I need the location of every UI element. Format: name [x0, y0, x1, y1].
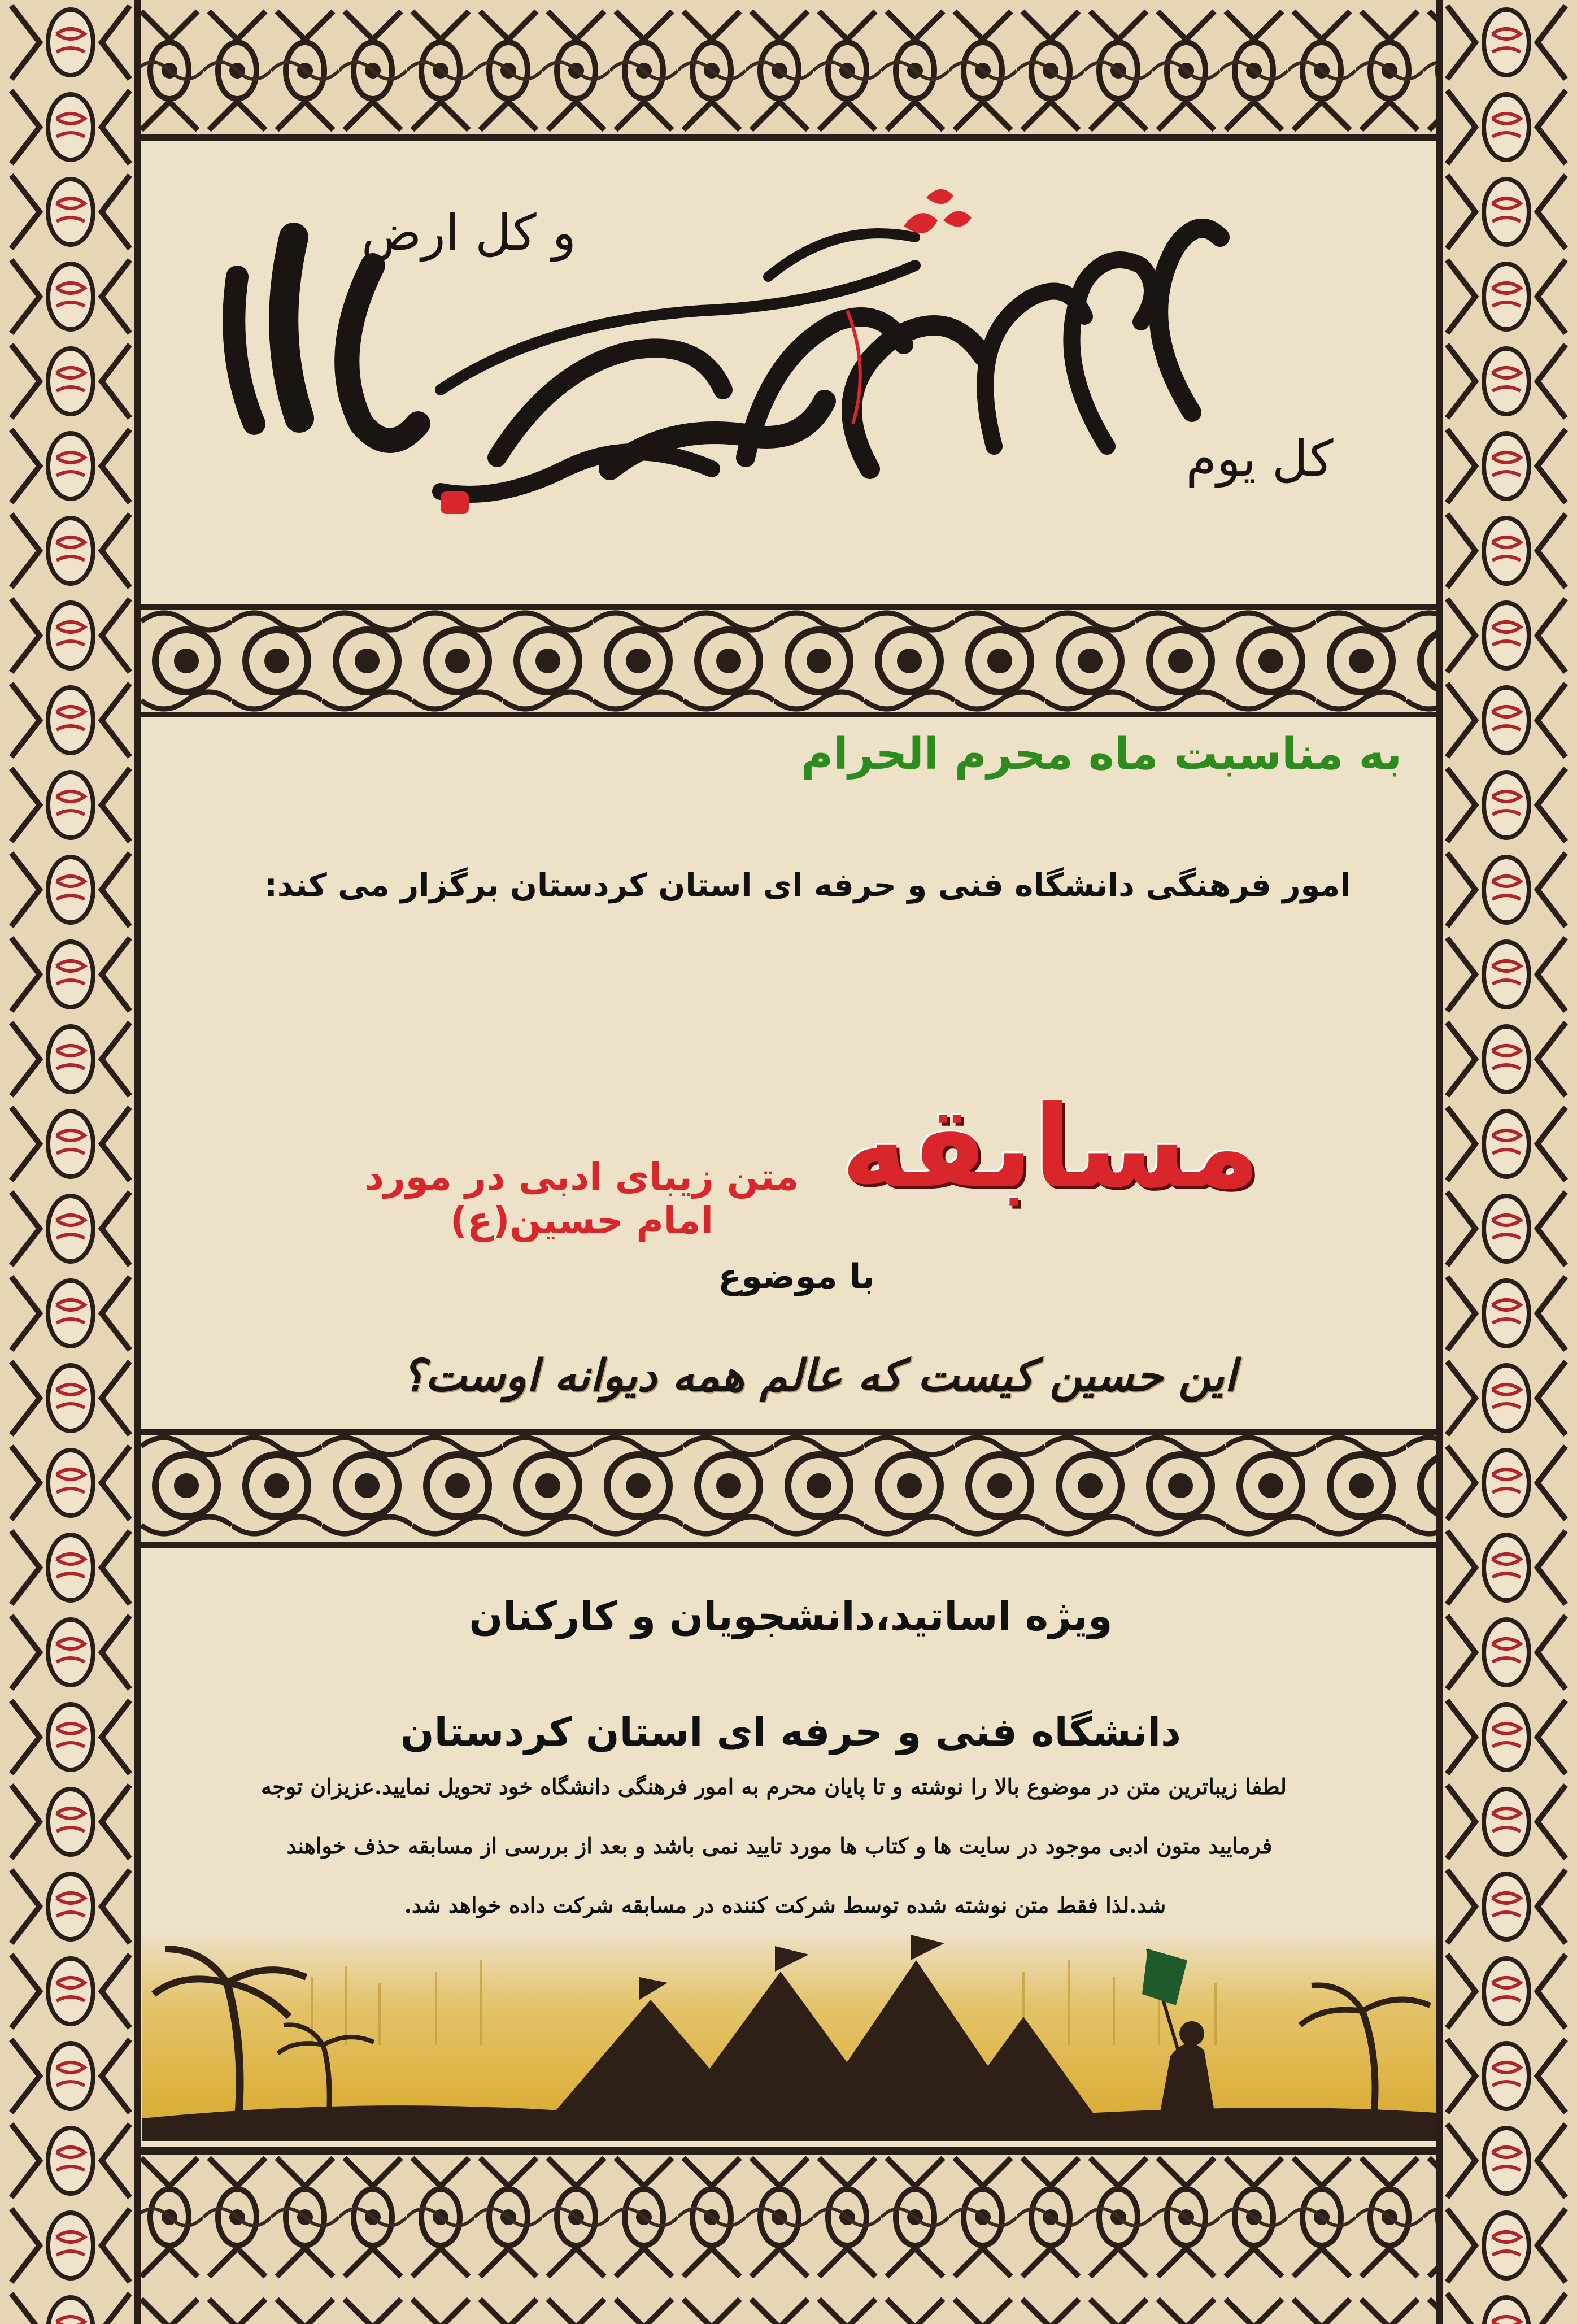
occasion-heading: به مناسبت ماه محرم الحرام — [800, 729, 1402, 780]
divider-ornament-2 — [141, 1429, 1436, 1548]
header-line-right: و کل ارض — [361, 203, 577, 262]
audience-line-2: دانشگاه فنی و حرفه ای استان کردستان — [400, 1709, 1182, 1755]
divider-ornament-1 — [141, 604, 1436, 717]
instruction-line-1: لطفا زیباترین متن در موضوع بالا را نوشته و تا پایان محرم به امور فرهنگی دانشگاه خود تحویل نمایید.عزیزان توجه — [261, 1774, 1287, 1799]
karbala-scene-illustration — [142, 1932, 1436, 2141]
border-bottom-ornament — [0, 2147, 1577, 2324]
instruction-line-3: شد.لذا فقط متن نوشته شده توسط شرکت کننده در مسابقه شرکت داده خواهد شد. — [404, 1892, 1166, 1918]
main-panel — [141, 717, 1436, 1429]
header-line-left: کل یوم — [1186, 429, 1334, 488]
border-top-ornament — [0, 0, 1577, 141]
instruction-line-2: فرمایید متون ادبی موجود در سایت ها و کتاب ها مورد تایید نمی باشد و بعد از بررسی از مسابقه حذف خواهند — [286, 1833, 1273, 1859]
competition-subtitle: متن زیبای ادبی در مورد امام حسین(ع) — [364, 1155, 799, 1242]
organizer-text: امور فرهنگی دانشگاه فنی و حرفه ای استان کردستان برگزار می کند: — [264, 867, 1351, 904]
competition-title: مسابقه — [840, 1082, 1261, 1213]
audience-line-1: ویژه اساتید،دانشجویان و کارکنان — [469, 1593, 1113, 1639]
border-right-ornament — [1436, 0, 1577, 2324]
topic-label: با موضوع — [718, 1257, 875, 1296]
topic-text: این حسین کیست که عالم همه دیوانه اوست؟ — [401, 1350, 1236, 1402]
border-left-ornament — [0, 0, 141, 2324]
